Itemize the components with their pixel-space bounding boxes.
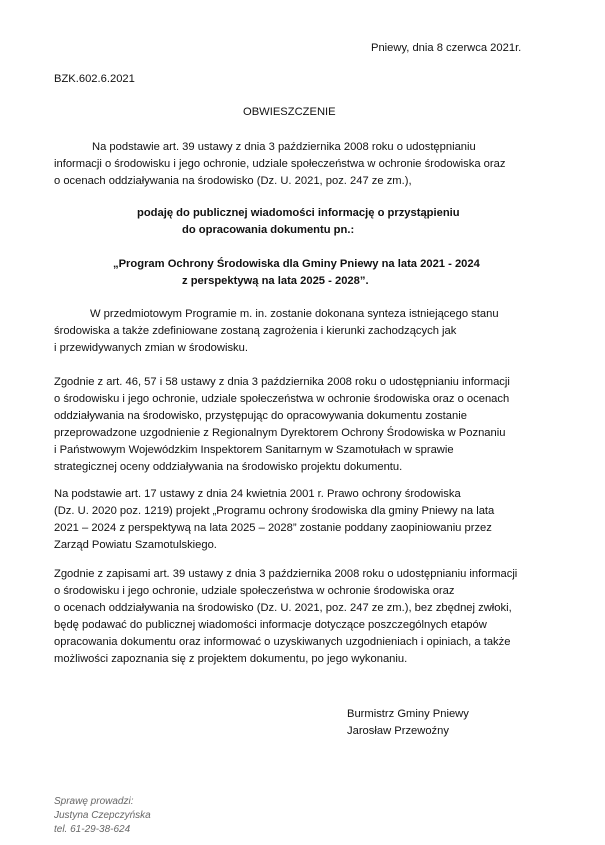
paragraph-line: środowiska a także zdefiniowane zostaną zagrożenia i kierunki zachodzących jak [54,325,457,337]
paragraph-line: Na podstawie art. 17 ustawy z dnia 24 kwietnia 2001 r. Prawo ochrony środowiska [54,488,461,500]
paragraph-line: opracowania dokumentu oraz informować o uzyskiwanych uzgodnieniach i opiniach, a także [54,636,511,648]
footer-phone: tel. 61-29-38-624 [54,824,131,835]
paragraph-line: będę podawać do publicznej wiadomości informacje dotyczące poszczególnych etapów [54,619,487,631]
announcement-line: podaję do publicznej wiadomości informację o przystąpieniu [137,207,460,219]
paragraph-line: możliwości zapoznania się z projektem dokumentu, po jego wykonaniu. [54,653,408,665]
paragraph-line: przeprowadzone uzgodnienie z Regionalnym Dyrektorem Ochrony Środowiska w Poznaniu [54,427,506,439]
paragraph-line: o ocenach oddziaływania na środowisko (Dz. U. 2021, poz. 247 ze zm.), bez zbędnej zwłoki, [54,602,512,614]
paragraph-line: Zgodnie z zapisami art. 39 ustawy z dnia 3 października 2008 roku o udostępnianiu informacji [54,568,518,580]
announcement-line: do opracowania dokumentu pn.: [182,224,355,236]
paragraph-line: (Dz. U. 2020 poz. 1219) projekt „Programu ochrony środowiska dla gminy Pniewy na lata [54,505,495,517]
signature-role: Burmistrz Gminy Pniewy [347,708,469,720]
intro-line: informacji o środowisku i jego ochronie, udziale społeczeństwa w ochronie środowiska oraz [54,158,506,170]
document-title: OBWIESZCZENIE [243,106,336,118]
footer-person: Justyna Czepczyńska [54,810,151,821]
paragraph-line: strategicznej oceny oddziaływania na środowisko projektu dokumentu. [54,461,403,473]
program-title-line: „Program Ochrony Środowiska dla Gminy Pniewy na lata 2021 - 2024 [113,258,480,270]
paragraph-line: i przewidywanych zmian w środowisku. [54,342,248,354]
intro-line: Na podstawie art. 39 ustawy z dnia 3 października 2008 roku o udostępnianiu [92,141,476,153]
paragraph-line: 2021 – 2024 z perspektywą na lata 2025 – 2028” zostanie poddany zaopiniowaniu przez [54,522,492,534]
reference-number: BZK.602.6.2021 [54,73,135,85]
paragraph-line: Zgodnie z art. 46, 57 i 58 ustawy z dnia 3 października 2008 roku o udostępnianiu informacji [54,376,510,388]
paragraph-line: o środowisku i jego ochronie, udziale społeczeństwa w ochronie środowiska oraz o ocenach [54,393,510,405]
program-title-line: z perspektywą na lata 2025 - 2028”. [182,275,369,287]
paragraph-line: W przedmiotowym Programie m. in. zostanie dokonana synteza istniejącego stanu [90,308,499,320]
paragraph-line: Zarząd Powiatu Szamotulskiego. [54,539,217,551]
signature-name: Jarosław Przewoźny [347,725,449,737]
paragraph-line: o środowisku i jego ochronie, udziale społeczeństwa w ochronie środowiska oraz [54,585,455,597]
paragraph-line: i Państwowym Wojewódzkim Inspektorem Sanitarnym w Szamotułach w sprawie [54,444,454,456]
intro-line: o ocenach oddziaływania na środowisko (Dz. U. 2021, poz. 247 ze zm.), [54,175,412,187]
place-and-date: Pniewy, dnia 8 czerwca 2021r. [371,42,522,54]
paragraph-line: oddziaływania na środowisko, przystępując do opracowywania dokumentu zostanie [54,410,467,422]
footer-label: Sprawę prowadzi: [54,796,134,807]
